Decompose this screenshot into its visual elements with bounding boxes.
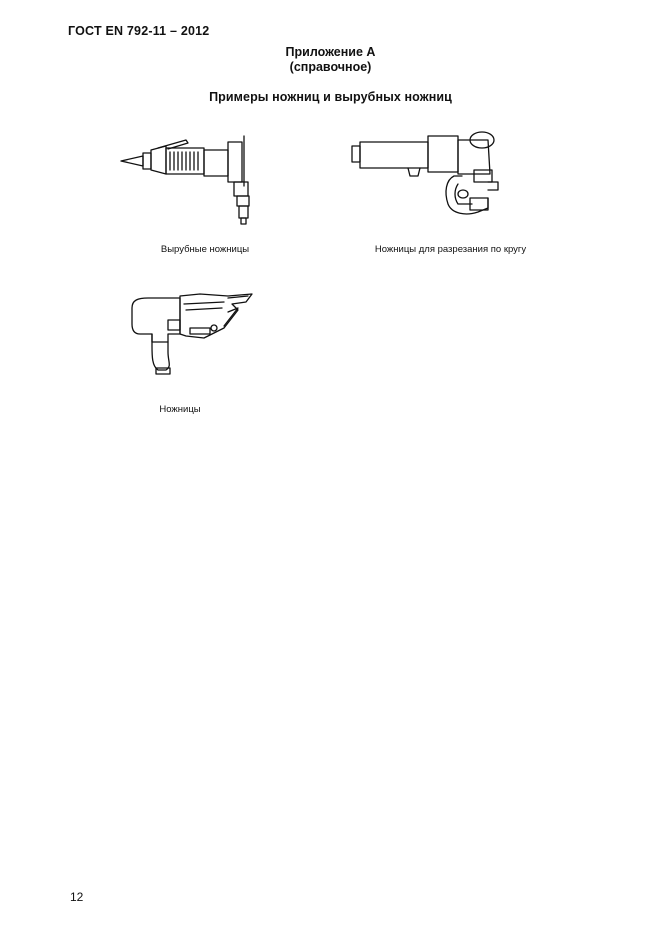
document-header: ГОСТ EN 792-11 – 2012: [68, 24, 210, 38]
figure-caption: Вырубные ножницы: [160, 244, 250, 255]
nibbler-icon: [118, 128, 263, 228]
figure-caption: Ножницы для разрезания по кругу: [374, 244, 527, 255]
annex-subtitle: (справочное): [289, 60, 372, 74]
annex-heading: [0, 45, 661, 75]
section-title: Примеры ножниц и вырубных ножниц: [209, 90, 452, 104]
shears-icon: [128, 290, 258, 380]
shears-figure: [128, 290, 258, 380]
circle-cutting-shears-figure: [348, 128, 508, 224]
circle-cutting-shears-icon: [348, 128, 508, 224]
page-number: 12: [70, 890, 84, 904]
figure-caption: Ножницы: [159, 404, 201, 415]
nibbler-figure: [118, 128, 263, 228]
annex-title: Приложение А: [285, 45, 376, 59]
